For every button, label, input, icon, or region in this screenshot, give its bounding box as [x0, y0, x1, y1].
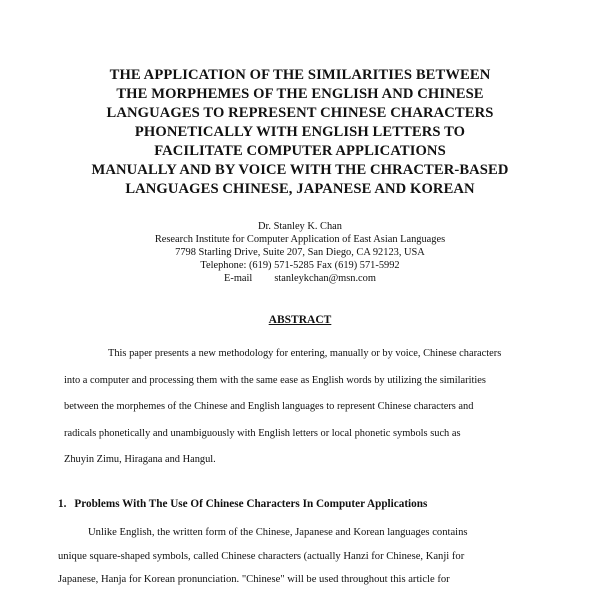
abstract-line: This paper presents a new methodology for entering, manually or by voice, Chinese characters [108, 348, 502, 359]
section-1-body [58, 527, 548, 598]
abstract-body [64, 348, 544, 481]
abstract-heading: ABSTRACT [268, 314, 332, 326]
title-line: PHONETICALLY WITH ENGLISH LETTERS TO [134, 124, 466, 140]
abstract-line: into a computer and processing them with the same ease as English words by utilizing the similarities [64, 374, 486, 386]
abstract-line: between the morphemes of the Chinese and English languages to represent Chinese characters and [64, 401, 474, 412]
abstract-line: radicals phonetically and unambiguously with English letters or local phonetic symbols such as [64, 427, 461, 439]
email-label: E-mail [224, 273, 253, 284]
title-line: FACILITATE COMPUTER APPLICATIONS [154, 143, 446, 159]
title-line: LANGUAGES TO REPRESENT CHINESE CHARACTERS [106, 105, 494, 121]
title-line: THE MORPHEMES OF THE ENGLISH AND CHINESE [116, 86, 484, 102]
section-1-heading [58, 498, 427, 510]
section-line: Japanese, Hanja for Korean pronunciation. "Chinese" will be used throughout this article for [58, 574, 450, 585]
author-address: 7798 Starling Drive, Suite 207, San Diego, CA 92123, USA [175, 247, 425, 258]
email-address[interactable]: stanleykchan@msn.com [274, 273, 376, 284]
title-line: MANUALLY AND BY VOICE WITH THE CHRACTER-BASED [91, 162, 509, 178]
section-line: unique square-shaped symbols, called Chinese characters (actually Hanzi for Chinese, Kanji for [58, 550, 465, 562]
section-number: 1. [58, 498, 67, 510]
author-phone: Telephone: (619) 571-5285 Fax (619) 571-5992 [200, 260, 400, 271]
abstract-line: Zhuyin Zimu, Hiragana and Hangul. [64, 454, 216, 465]
author-email-row [100, 272, 500, 285]
section-title: Problems With The Use Of Chinese Characters In Computer Applications [74, 498, 428, 510]
title-line: LANGUAGES CHINESE, JAPANESE AND KOREAN [125, 181, 475, 197]
section-line: Unlike English, the written form of the Chinese, Japanese and Korean languages contains [88, 527, 468, 538]
author-name: Dr. Stanley K. Chan [258, 221, 342, 232]
author-block [100, 220, 500, 285]
title-line: THE APPLICATION OF THE SIMILARITIES BETWEEN [109, 67, 491, 83]
paper-title [40, 66, 560, 199]
author-institute: Research Institute for Computer Application of East Asian Languages [154, 234, 446, 245]
